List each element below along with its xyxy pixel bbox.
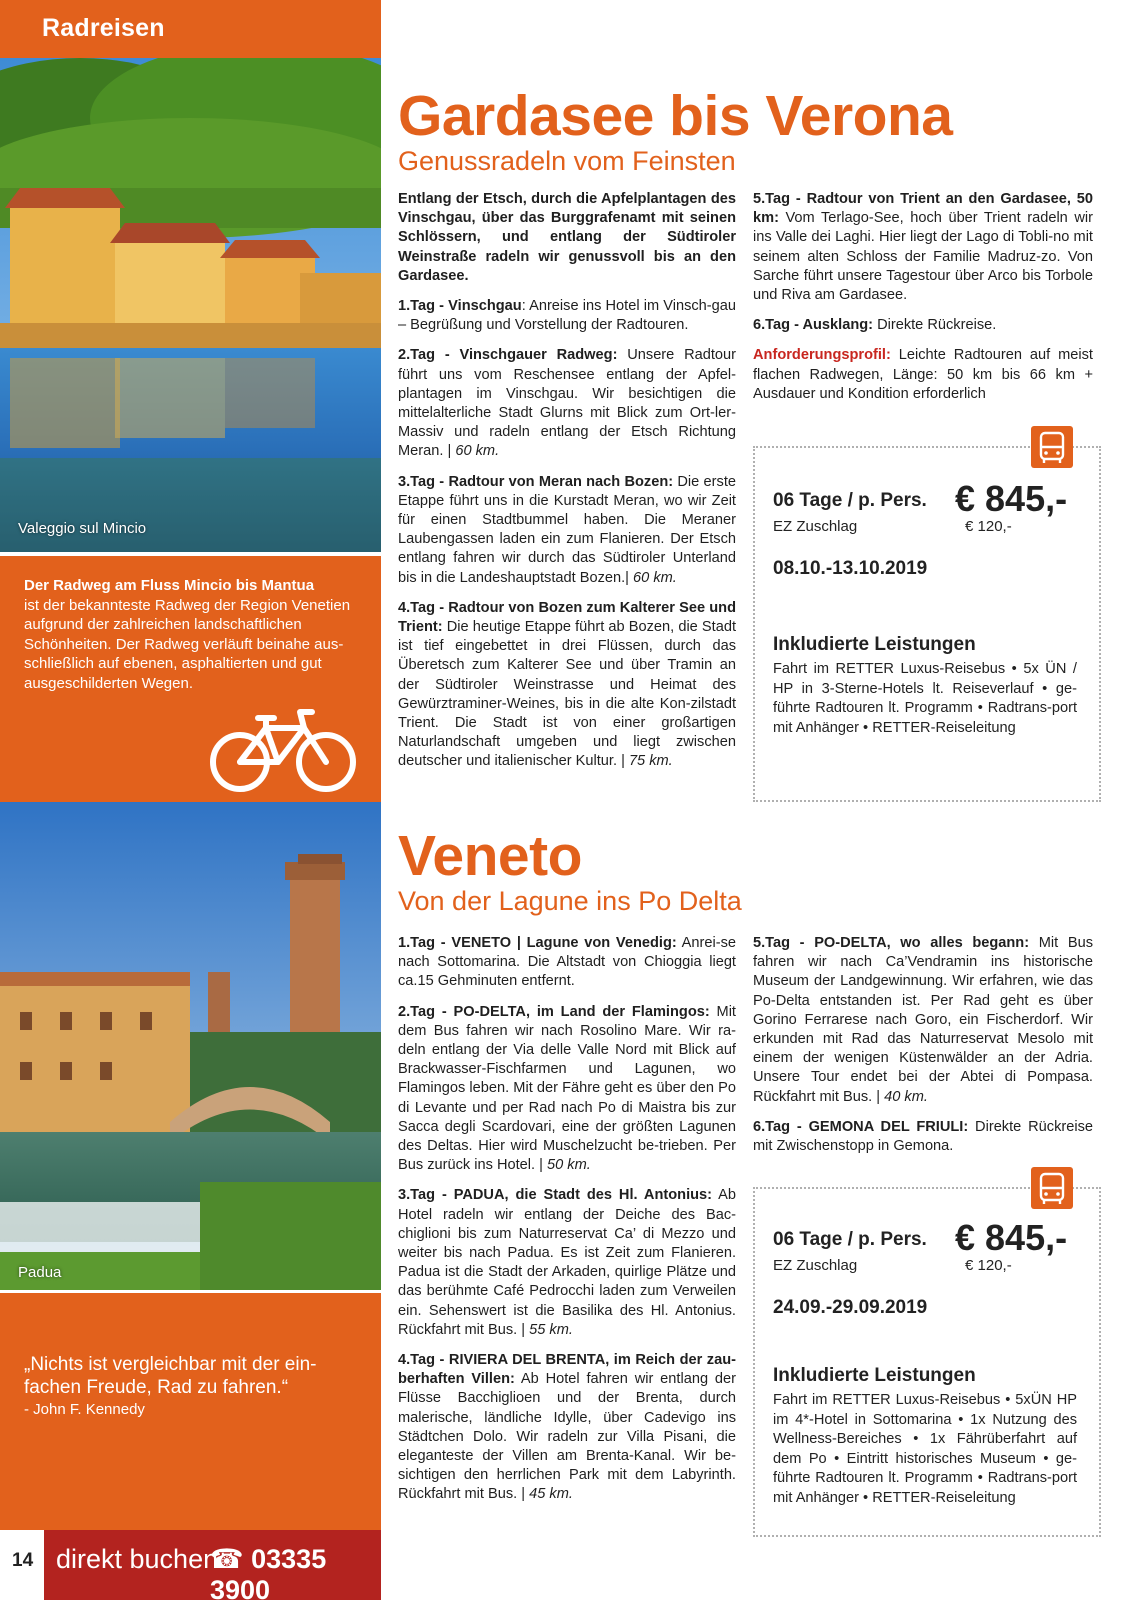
tour2-column-left <box>398 934 736 1516</box>
tour2-day2: 2.Tag - PO-DELTA, im Land der Flamingos: Mit dem Bus fahren wir nach Rosolino Mare. Wir ra-deln entlang der Via delle Valle Nord mit Blick auf Brackwasser-Fischfarmen und Lagunen, wo Flamingos leben. Mit der Fähre geht es über den Po di Levante und per Rad nach Po di Maistra bis zur Sacca degli Scardovari, eine der größten Lagunen des Deltas. Hier wird Muschelzucht be-trieben. Per Bus zurück ins Hotel. | 50 km. <box>398 1003 736 1174</box>
bicycle-icon <box>208 704 358 794</box>
tour1-day4: 4.Tag - Radtour von Bozen zum Kalterer See und Trient: Die heutige Etappe führt ab Bozen, die Stadt ist tief eingebettet in drei Flüssen, durch das Überetsch zum Kalterer See und über Tramin an der Südtiroler Weinstrasse und Heimat des Gewürztraminer-Weines, bis in die alte Kon-zilstadt Trient. Die Stadt ist von einer großartigen Naturlandschaft umgeben und liegt zwischen deutscher und italienischer Kultur. | 75 km. <box>398 599 736 770</box>
tour1-subtitle: Genussradeln vom Feinsten <box>398 146 736 176</box>
tour1-incl-title: Inkludierte Leistungen <box>773 634 976 655</box>
photo-caption-valeggio: Valeggio sul Mincio <box>18 520 147 537</box>
bus-icon <box>1031 1167 1073 1209</box>
tour1-surcharge: € 120,- <box>965 518 1012 535</box>
tour2-day4: 4.Tag - RIVIERA DEL BRENTA, im Reich der zau-berhaften Villen: Ab Hotel fahren wir entlang der Flüsse Bacchiglioen und der Brenta, durch malerische, ländliche Idylle, über Cadevigo ins Städtchen Dolo. Wir radeln zur Villa Pisani, die eleganteste der Villen am Brenta-Kanal. Wir be-sichtigen den herrlichen Park mit dem Labyrinth. Rückfahrt mit Bus. | 45 km. <box>398 1352 736 1503</box>
tour2-incl-title: Inkludierte Leistungen <box>773 1365 976 1386</box>
tour2-incl-text: Fahrt im RETTER Luxus-Reisebus • 5xÜN HP im 4*-Hotel in Sottomarina • 1x Nutzung des Wellness-Bereiches • 1x Fährüberfahrt auf dem Po • Eintritt historisches Museum • ge-führte Radtouren lt. Programm • Radtrans-port mit Anhänger • RETTER-Reiseleitung <box>773 1392 1077 1506</box>
photo-caption-padua: Padua <box>18 1264 62 1281</box>
photo-valeggio-image <box>0 58 381 552</box>
tour1-intro: Entlang der Etsch, durch die Apfelplantagen des Vinschgau, über das Burggrafenamt mit seinen Schlössern, und entlang der Südtiroler Weinstraße radeln wir genussvoll bis an den Gardasee. <box>398 191 736 284</box>
tour2-dates: 24.09.-29.09.2019 <box>773 1297 928 1318</box>
tour1-title: Gardasee bis Verona <box>398 84 953 148</box>
booking-label: direkt buchen <box>56 1544 219 1574</box>
tour2-column-right <box>753 934 1093 1167</box>
tour2-price-box <box>753 1187 1101 1537</box>
tour2-surcharge: € 120,- <box>965 1257 1012 1274</box>
tour1-price: € 845,- <box>955 478 1068 519</box>
page-number-box <box>0 1530 44 1600</box>
info-box-mincio-text <box>24 576 364 693</box>
section-header <box>0 0 381 58</box>
tour2-duration: 06 Tage / p. Pers. <box>773 1229 927 1250</box>
tour2-day5: 5.Tag - PO-DELTA, wo alles begann: Mit Bus fahren wir nach Ca’Vendramin ins historische Museum der Landgewinnung. Wir erfahren, wie das Po-Delta entstanden ist. Per Rad geht es über Gorino Ferrarese nach Goro, ein Fischerdorf. Wir erkunden mit Rad das Naturreservat Mesolo mit einem der wenigen Küstenwälder an der Adria. Unsere Tour endet bei der Abtei di Pompasa. Rückfahrt mit Bus. | 40 km. <box>753 935 1093 1105</box>
quote-box <box>0 1293 381 1530</box>
booking-bar[interactable] <box>44 1530 381 1605</box>
tour1-column-right <box>753 190 1093 415</box>
tour1-price-box <box>753 446 1101 802</box>
tour1-day6: 6.Tag - Ausklang: Direkte Rückreise. <box>753 317 997 334</box>
photo-padua <box>0 802 381 1290</box>
tour2-subtitle: Von der Lagune ins Po Delta <box>398 886 742 916</box>
tour1-profile: Anforderungsprofil: Leichte Radtouren auf meist flachen Radwegen, Länge: 50 km bis 66 km + Ausdauer und Kondition erforderlich <box>753 347 1093 402</box>
page-number: 14 <box>12 1550 34 1571</box>
tour1-surcharge-label: EZ Zuschlag <box>773 518 858 535</box>
tour1-column-left <box>398 190 736 783</box>
tour1-dates: 08.10.-13.10.2019 <box>773 558 928 579</box>
info-box-mincio-body: ist der bekannteste Radweg der Region Venetien aufgrund der zahlreichen landschaftlichen Schönheiten. Der Radweg verläuft beinahe aus-schließlich auf ebenen, asphaltierten und gut ausgeschilderten Wegen. <box>24 596 351 692</box>
tour1-incl-text: Fahrt im RETTER Luxus-Reisebus • 5x ÜN / HP in 3-Sterne-Hotels lt. Reiseverlauf • ge-führte Radtouren lt. Programm • Radtrans-port mit Anhänger • RETTER-Reiseleitung <box>773 661 1077 736</box>
tour1-day3: 3.Tag - Radtour von Meran nach Bozen: Die erste Etappe führt uns in die Kurstadt Meran, wo wir Zeit für einen Stadtbummel haben. Die Meraner Laubengassen laden ein zum Flanieren. Der Etsch entlang fahren wir durch das Südtiroler Unterland bis in die Landeshauptstadt Bozen.| 60 km. <box>398 473 736 586</box>
tour2-price: € 845,- <box>955 1217 1068 1258</box>
photo-padua-image <box>0 802 381 1290</box>
tour1-day5: 5.Tag - Radtour von Trient an den Gardasee, 50 km: Vom Terlago-See, hoch über Trient radeln wir ins Valle dei Laghi. Hier liegt der Lago di Tobli-no mit seinem alten Schloss der Familie Madruz-zo. Von Sarche führt unsere Tagestour über Arco bis Torbole und Riva am Gardasee. <box>753 191 1093 304</box>
booking-phone[interactable]: ☎ 03335 3900 <box>210 1544 327 1605</box>
tour2-title: Veneto <box>398 824 582 888</box>
tour2-day1: 1.Tag - VENETO | Lagune von Venedig: Anrei-se nach Sottomarina. Die Altstadt von Chioggia liegt ca.15 Gehminuten entfernt. <box>398 935 736 990</box>
photo-valeggio <box>0 58 381 552</box>
tour2-day6: 6.Tag - GEMONA DEL FRIULI: Direkte Rückreise mit Zwischenstopp in Gemona. <box>753 1118 1093 1155</box>
bus-icon <box>1031 426 1073 468</box>
tour1-duration: 06 Tage / p. Pers. <box>773 490 927 511</box>
quote-author: - John F. Kennedy <box>24 1401 145 1418</box>
tour1-day2: 2.Tag - Vinschgauer Radweg: Unsere Radtour führt uns vom Reschensee entlang der Apfel-plantagen im Vinschgau. Wir besichtigen die mittelalterliche Stadt Glurns mit Blick zum Ort-ler-Massiv und radeln entlang der Etsch Richtung Meran. | 60 km. <box>398 347 736 460</box>
tour2-surcharge-label: EZ Zuschlag <box>773 1257 858 1274</box>
info-box-mincio-title: Der Radweg am Fluss Mincio bis Mantua <box>24 577 315 594</box>
quote-text: „Nichts ist vergleichbar mit der ein-fachen Freude, Rad zu fahren.“ <box>24 1354 317 1398</box>
info-box-mincio <box>0 556 381 802</box>
section-title: Radreisen <box>42 14 165 42</box>
tour2-day3: 3.Tag - PADUA, die Stadt des Hl. Antonius: Ab Hotel radeln wir entlang der Deiche des Bac-chiglioni bis zum Naturreservat Ca’ di Mezzo und weiter bis nach Padua. Es ist Zeit zum Flanieren. Padua ist die Stadt der Arkaden, quirlige Plätze und das berühmte Café Pedrocchi laden zum Verweilen ein. Sehenswert ist die Basilika des Hl. Antonius. Rückfahrt mit Bus. | 55 km. <box>398 1187 736 1338</box>
tour1-day1: 1.Tag - Vinschgau: Anreise ins Hotel im Vinsch-gau – Begrüßung und Vorstellung der Radtouren. <box>398 298 736 334</box>
